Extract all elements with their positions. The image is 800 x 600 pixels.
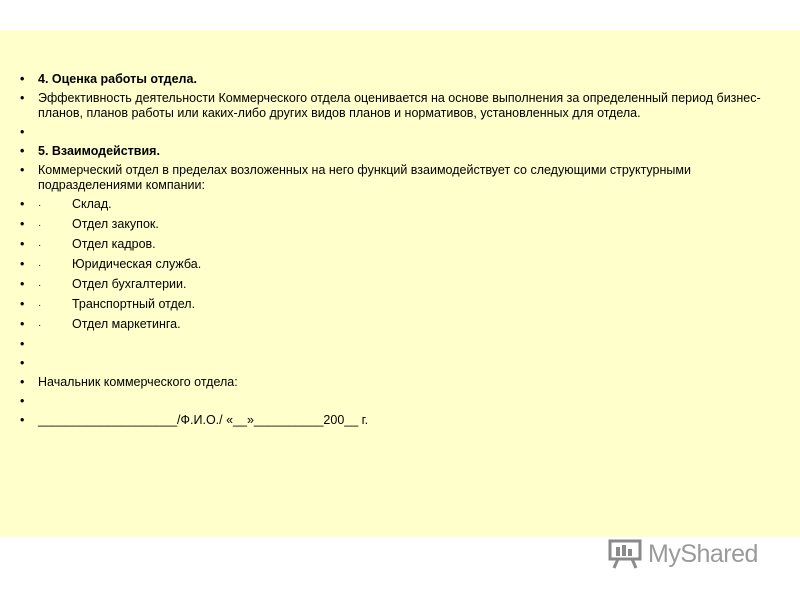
list-item-text: Юридическая служба.: [72, 257, 202, 271]
list-item-text: Отдел кадров.: [72, 237, 156, 251]
bullet-marker: •: [20, 125, 25, 139]
list-item: [20, 72, 780, 87]
sub-marker: ·: [38, 200, 42, 211]
list-item: [20, 356, 780, 371]
bullet-marker: •: [20, 394, 25, 408]
sub-marker: ·: [38, 320, 42, 331]
logo-text: MyShared: [648, 539, 758, 568]
bullet-marker: •: [20, 217, 25, 231]
presentation-board-icon: [608, 539, 642, 569]
bullet-marker: •: [20, 356, 25, 370]
list-item: [20, 217, 780, 233]
bullet-marker: •: [20, 237, 25, 251]
bullet-marker: •: [20, 297, 25, 311]
bullet-marker: •: [20, 72, 25, 86]
list-item-text: Транспортный отдел.: [72, 297, 196, 311]
sub-marker: ·: [38, 300, 42, 311]
list-item-text: Отдел бухгалтерии.: [72, 277, 187, 291]
list-item-text: Коммерческий отдел в пределах возложенных на него функций взаимодействует со следующими структурными подразделениями компании:: [38, 163, 691, 192]
bullet-marker: •: [20, 337, 25, 351]
list-item: [20, 257, 780, 273]
bullet-marker: •: [20, 91, 25, 105]
list-item: [20, 375, 780, 390]
sub-marker: ·: [38, 280, 42, 291]
list-item: [20, 91, 780, 121]
list-item: [20, 197, 780, 213]
slide-area: [0, 30, 800, 537]
myshared-logo[interactable]: [608, 538, 768, 570]
list-item-text: Склад.: [72, 197, 112, 211]
list-item: [20, 337, 780, 352]
bullet-marker: •: [20, 144, 25, 158]
bullet-marker: •: [20, 317, 25, 331]
sub-marker: ·: [38, 220, 42, 231]
list-item: [20, 394, 780, 409]
list-item-text: 4. Оценка работы отдела.: [38, 72, 197, 86]
list-item: [20, 277, 780, 293]
bullet-marker: •: [20, 375, 25, 389]
list-item: [20, 237, 780, 253]
list-item-text: Отдел маркетинга.: [72, 317, 181, 331]
list-item-text: Отдел закупок.: [72, 217, 159, 231]
bullet-marker: •: [20, 413, 25, 427]
bullet-marker: •: [20, 277, 25, 291]
list-item: [20, 413, 780, 428]
list-item-text: 5. Взаимодействия.: [38, 144, 160, 158]
bullet-marker: •: [20, 257, 25, 271]
bullet-marker: •: [20, 163, 25, 177]
list-item: [20, 144, 780, 159]
bullet-marker: •: [20, 197, 25, 211]
list-item: [20, 125, 780, 140]
list-item-text: ____________________/Ф.И.О./ «__»__________200__ г.: [38, 413, 369, 427]
list-item: [20, 317, 780, 333]
list-item: [20, 163, 780, 193]
sub-marker: ·: [38, 240, 42, 251]
sub-marker: ·: [38, 260, 42, 271]
list-item: [20, 297, 780, 313]
list-item-text: Эффективность деятельности Коммерческого отдела оценивается на основе выполнения за определенный период бизнес-планов, планов работы или каких-либо других видов планов и нормативов, установленных для отдела.: [38, 91, 761, 120]
bullet-list: [20, 72, 780, 432]
list-item-text: Начальник коммерческого отдела:: [38, 375, 238, 389]
